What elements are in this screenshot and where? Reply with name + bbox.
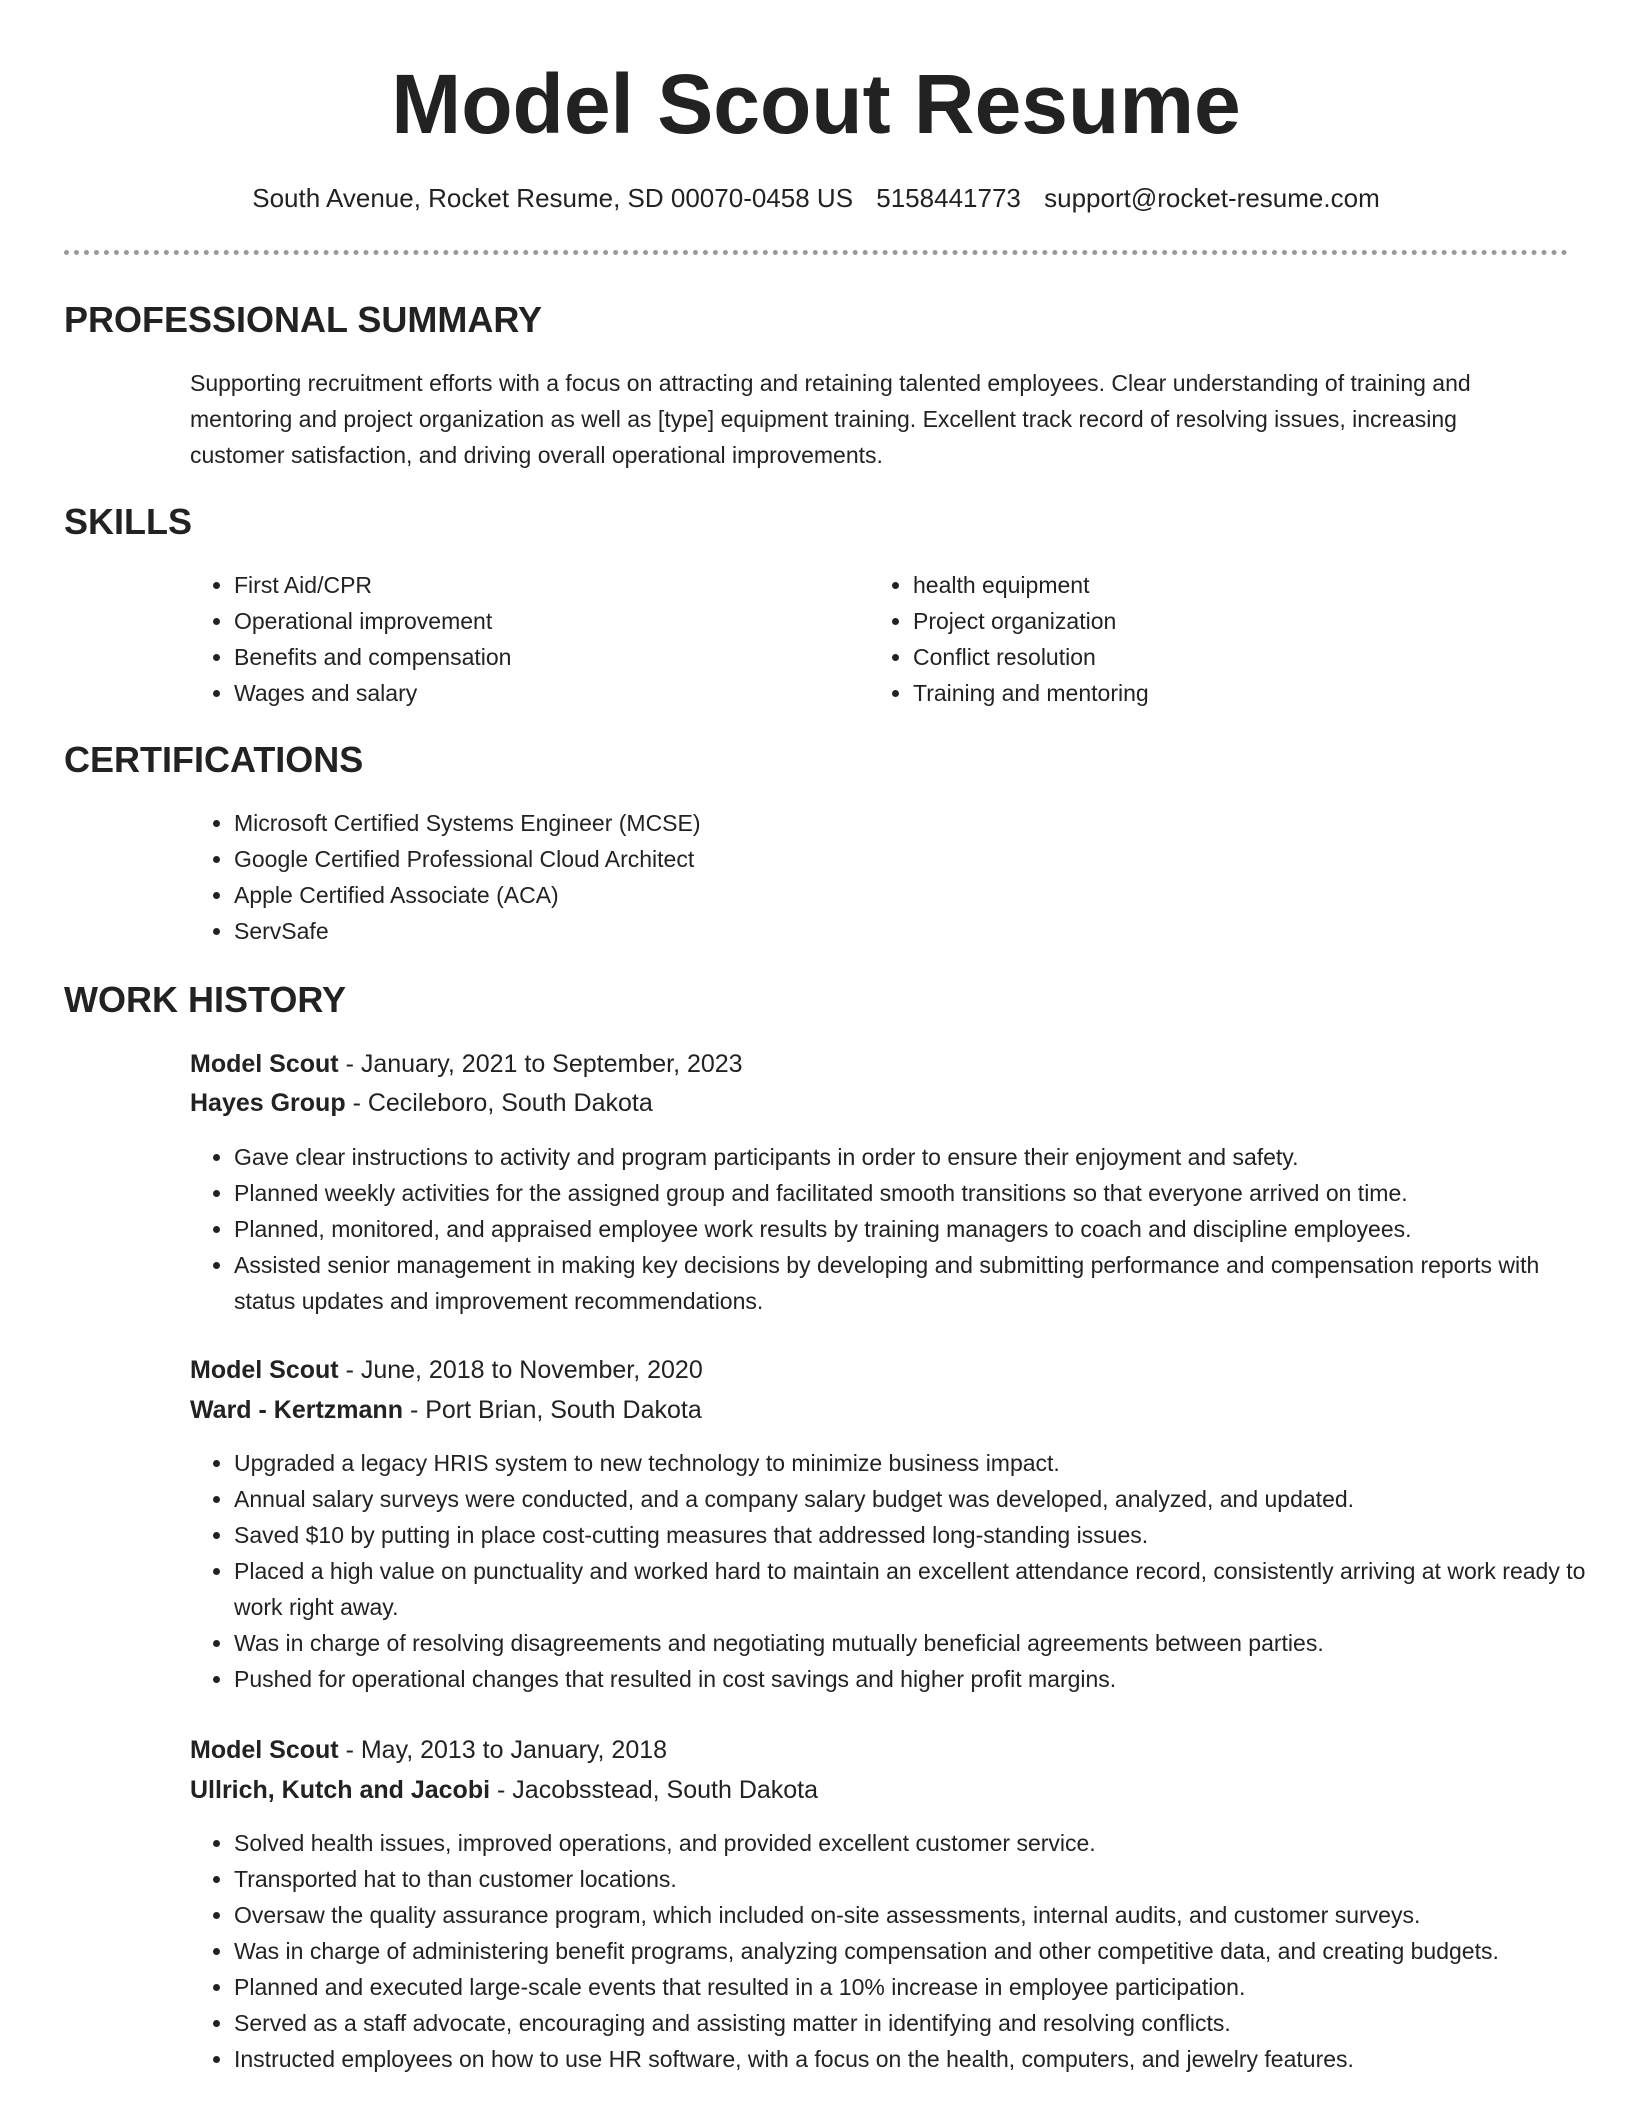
contact-phone: 5158441773: [876, 183, 1021, 213]
job-company: Ullrich, Kutch and Jacobi: [190, 1776, 491, 1804]
skill-item: • Training and mentoring: [913, 675, 1513, 711]
resume-title: Model Scout Resume: [391, 57, 1241, 151]
certifications-list: [190, 805, 1534, 949]
job-bullet: • Was in charge of administering benefit programs, analyzing compensation and other competitive data, and creating budgets.: [234, 1933, 1594, 1969]
job-bullet: • Saved $10 by putting in place cost-cutting measures that addressed long-standing issues.: [234, 1517, 1594, 1553]
job-company-line: [190, 1084, 1550, 1122]
job-bullet: • Annual salary surveys were conducted, and a company salary budget was developed, analyzed, and updated.: [234, 1481, 1594, 1517]
job-company-line: [190, 1391, 1550, 1429]
job-title-line: [190, 1351, 1550, 1389]
job-title: Model Scout: [190, 1050, 339, 1078]
job-company: Hayes Group: [190, 1089, 346, 1117]
skill-item: • Operational improvement: [234, 603, 834, 639]
job-bullets: [190, 1139, 1594, 1319]
skills-list-right: [869, 567, 1513, 711]
skill-item: • Benefits and compensation: [234, 639, 834, 675]
job-dates: - January, 2021 to September, 2023: [345, 1050, 743, 1078]
job-bullet: • Planned weekly activities for the assigned group and facilitated smooth transitions so that everyone arrived on time.: [234, 1175, 1594, 1211]
summary-heading: PROFESSIONAL SUMMARY: [64, 299, 543, 340]
job-bullets: [190, 1825, 1594, 2077]
job-company: Ward - Kertzmann: [190, 1396, 403, 1424]
job-location: - Jacobsstead, South Dakota: [497, 1776, 819, 1804]
certification-item: • Microsoft Certified Systems Engineer (MCSE): [234, 805, 1534, 841]
job-company-line: [190, 1771, 1550, 1809]
job-location: - Cecileboro, South Dakota: [352, 1089, 653, 1117]
job-dates: - June, 2018 to November, 2020: [345, 1356, 703, 1384]
job-bullet: • Transported hat to than customer locations.: [234, 1861, 1594, 1897]
job-bullet: • Was in charge of resolving disagreements and negotiating mutually beneficial agreements between parties.: [234, 1625, 1594, 1661]
job-bullets: [190, 1445, 1594, 1697]
job-bullet: • Oversaw the quality assurance program, which included on-site assessments, internal audits, and customer surveys.: [234, 1897, 1594, 1933]
job-bullet: • Pushed for operational changes that resulted in cost savings and higher profit margins.: [234, 1661, 1594, 1697]
skills-heading: SKILLS: [64, 501, 193, 542]
job-title-line: [190, 1045, 1550, 1083]
contact-line: [0, 180, 1632, 216]
job-bullet: • Planned, monitored, and appraised employee work results by training managers to coach and discipline employees.: [234, 1211, 1594, 1247]
certification-item: • Apple Certified Associate (ACA): [234, 877, 1534, 913]
job-bullet: • Solved health issues, improved operations, and provided excellent customer service.: [234, 1825, 1594, 1861]
skill-item: • Conflict resolution: [913, 639, 1513, 675]
skills-list-left: [190, 567, 834, 711]
job-bullet: • Assisted senior management in making key decisions by developing and submitting performance and compensation reports with status updates and improvement recommendations.: [234, 1247, 1594, 1319]
contact-address: South Avenue, Rocket Resume, SD 00070-0458 US: [252, 183, 854, 213]
certification-item: • Google Certified Professional Cloud Architect: [234, 841, 1534, 877]
job-dates: - May, 2013 to January, 2018: [345, 1736, 668, 1764]
certification-item: • ServSafe: [234, 913, 1534, 949]
skill-item: • Wages and salary: [234, 675, 834, 711]
job-bullet: • Upgraded a legacy HRIS system to new technology to minimize business impact.: [234, 1445, 1594, 1481]
job-title: Model Scout: [190, 1736, 339, 1764]
header-divider: [64, 250, 1568, 255]
skill-item: • Project organization: [913, 603, 1513, 639]
work-history-heading: WORK HISTORY: [64, 979, 347, 1020]
job-bullet: • Instructed employees on how to use HR software, with a focus on the health, computers, and jewelry features.: [234, 2041, 1594, 2077]
job-bullet: • Served as a staff advocate, encouraging and assisting matter in identifying and resolving conflicts.: [234, 2005, 1594, 2041]
summary-text: Supporting recruitment efforts with a focus on attracting and retaining talented employees. Clear understanding of training and mentoring and project organization as well as [type] equipment training. Excellent track record of resolving issues, increasing customer satisfaction, and driving overall operational improvements.: [190, 370, 1471, 468]
job-title: Model Scout: [190, 1356, 339, 1384]
skill-item: • First Aid/CPR: [234, 567, 834, 603]
job-bullet: • Planned and executed large-scale events that resulted in a 10% increase in employee participation.: [234, 1969, 1594, 2005]
skill-item: • health equipment: [913, 567, 1513, 603]
job-bullet: • Placed a high value on punctuality and worked hard to maintain an excellent attendance record, consistently arriving at work ready to work right away.: [234, 1553, 1594, 1625]
job-location: - Port Brian, South Dakota: [409, 1396, 702, 1424]
certifications-heading: CERTIFICATIONS: [64, 739, 364, 780]
job-title-line: [190, 1731, 1550, 1769]
job-bullet: • Gave clear instructions to activity and program participants in order to ensure their enjoyment and safety.: [234, 1139, 1594, 1175]
contact-email: support@rocket-resume.com: [1044, 183, 1380, 213]
